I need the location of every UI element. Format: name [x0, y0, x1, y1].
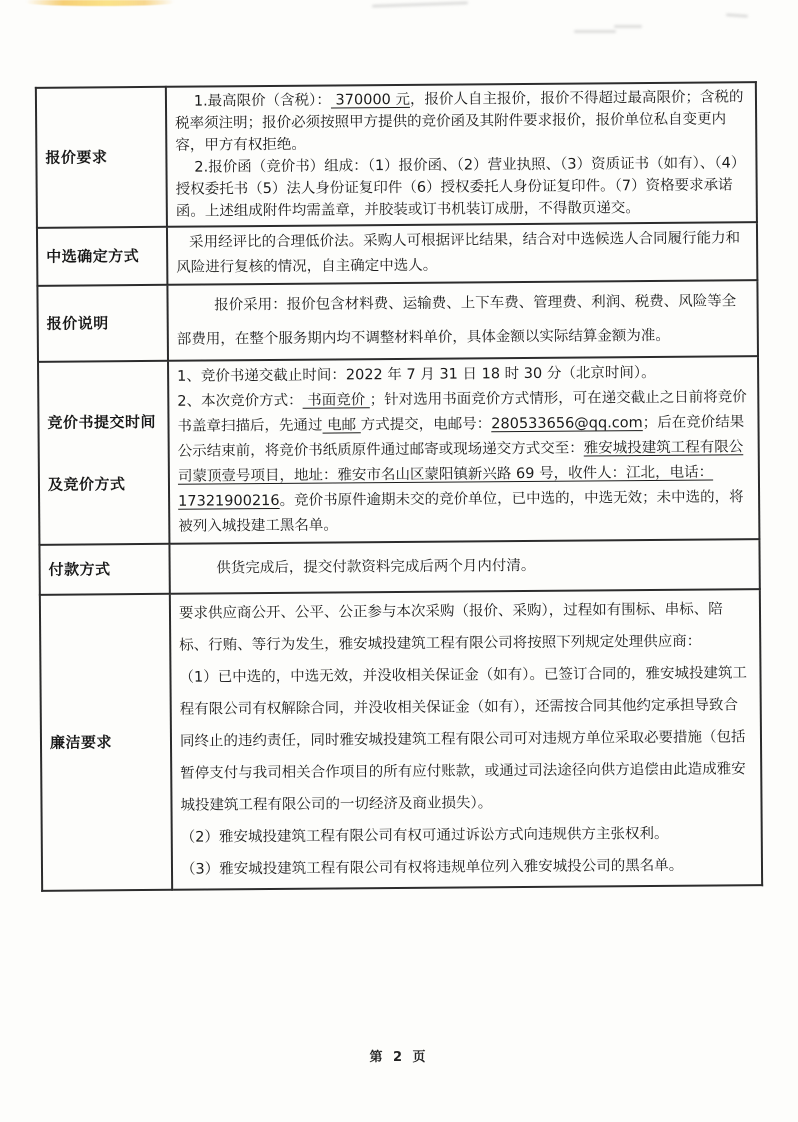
- bidding-terms-table: [35, 81, 763, 892]
- row-label-quotation-notes: [37, 285, 168, 362]
- table-row-integrity-requirements: [40, 589, 762, 891]
- terms-table: [35, 81, 763, 892]
- row-label-text-line1: 竞价书提交时间: [47, 412, 157, 432]
- row-label-quotation-requirements: [36, 87, 167, 228]
- text-run: 。竞价书原件逾期未交的竞价单位，已中选的，中选无效；未中选的，将被列入城投建工黑名单。: [178, 489, 744, 535]
- paragraph-integrity-clause-3: （3）雅安城投建筑工程有限公司有权将违规单位列入雅安城投公司的黑名单。: [180, 857, 684, 878]
- row-content-quotation-notes: [167, 280, 758, 361]
- row-label-text: 报价要求: [45, 148, 108, 167]
- scan-artifact-smudge: [614, 25, 642, 28]
- row-content-integrity-requirements: [170, 589, 762, 890]
- row-label-text: 中选确定方式: [46, 247, 140, 266]
- scan-artifact-smudge: [372, 1, 468, 7]
- scan-artifact-smudge: [574, 30, 616, 33]
- row-content-payment-method: [169, 539, 759, 594]
- row-label-text: 付款方式: [48, 560, 111, 579]
- paragraph-quotation-notes: 报价采用：报价包含材料费、运输费、上下车费、管理费、利润、税费、风险等全部费用，在整个服务期内均不调整材料单价，具体金额以实际结算金额为准。: [176, 293, 737, 348]
- paragraph-selection-method: 采用经评比的合理低价法。采购人可根据评比结果，结合对中选候选人合同履行能力和风险进行复核的情况，自主确定中选人。: [176, 230, 741, 276]
- scan-artifact-smudge: [726, 13, 748, 17]
- text-run: ；针对选用书面竞价方式情形，可在递交截止之日前将竞价书盖章扫描后，先通过: [177, 389, 747, 435]
- row-label-text: 廉洁要求: [49, 733, 113, 752]
- max-price-underlined-value: 370000 元: [330, 91, 411, 109]
- text-run: ；后在竞价结果公示结束前，将竞价书纸质原件通过邮寄或现场递交方式交至：: [177, 414, 745, 460]
- paragraph-integrity-intro: 要求供应商公开、公平、公正参与本次采购（报价、采购），过程如有围标、串标、陪标、行贿、等行为发生，雅安城投建筑工程有限公司将按照下列规定处理供应商：: [178, 601, 723, 654]
- row-content-selection-method: [167, 222, 757, 285]
- scan-artifact-yellow-streak: [26, 0, 174, 6]
- row-label-text-line2: 及竞价方式: [47, 474, 126, 494]
- row-label-submission-time: [38, 361, 169, 545]
- bidding-method-underlined-value: 书面竞价: [302, 392, 370, 409]
- table-row-quotation-notes: [37, 280, 758, 362]
- table-row-payment-method: [39, 539, 759, 595]
- text-run: 2、本次竞价方式：: [177, 392, 303, 410]
- table-row-submission-time-and-method: [38, 356, 759, 545]
- text-run: 1.最高限价（含税）：: [193, 92, 331, 110]
- paragraph-bid-composition: 2.报价函（竞价书）组成：（1）报价函、（2）营业执照、（3）资质证书（如有）、（4）授权委托书（5）法人身份证复印件（6）授权委托人身份证复印件。（7）资格要求承诺函。上述组成附件均需盖章，并胶装或订书机装订成册，不得散页递交。: [175, 155, 746, 220]
- row-label-integrity-requirements: [40, 594, 172, 891]
- delivery-address-underlined: 雅安城投建筑工程有限公司蒙顶壹号项目，地址：雅安市名山区蒙阳镇新兴路 69 号，收件人：江北，电话：17321900216: [177, 439, 744, 510]
- row-content-submission-time: [168, 356, 759, 544]
- paragraph-max-price: [175, 86, 748, 156]
- paragraph-deadline: 1、竞价书递交截止时间：2022 年 7 月 31 日 18 时 30 分（北京时间）。: [177, 364, 656, 385]
- row-content-quotation-requirements: [166, 82, 757, 227]
- row-label-selection-method: [37, 227, 167, 286]
- paragraph-payment-terms: 供货完成后，提交付款资料完成后两个月内付清。: [216, 557, 536, 577]
- email-address-underlined: 280533656@qq.com: [491, 415, 643, 433]
- paragraph-integrity-clause-2: （2）雅安城投建筑工程有限公司有权可通过诉讼方式向违规供方主张权利。: [180, 825, 669, 846]
- paragraph-integrity-clause-1: （1）已中选的，中选无效，并没收相关保证金（如有）。已签订合同的，雅安城投建筑工程有限公司有权解除合同，并没收相关保证金（如有），还需按合同其他约定承担导致合同终止的违约责任，同时雅安城投建筑工程有限公司可对违规方单位采取必要措施（包括暂停支付与我司相关合作项目的所有应付账款，或通过司法途径向供方追偿由此造成雅安城投建筑工程有限公司的一切经济及商业损失）。: [179, 665, 748, 814]
- paragraph-bidding-method: [177, 385, 750, 539]
- row-label-payment-method: [39, 544, 169, 595]
- page-number: 第 2 页: [369, 1050, 429, 1065]
- table-row-selection-method: [37, 222, 757, 286]
- text-run: ，报价人自主报价，报价不得超过最高限价；含税的税率须注明；报价必须按照甲方提供的竞价函及其附件要求报价，报价单位私自变更内容，甲方有权拒绝。: [175, 89, 744, 154]
- submit-channel-underlined-value: 电邮: [322, 417, 361, 434]
- table-row-quotation-requirements: [36, 82, 757, 228]
- text-run: 方式提交，电邮号：: [360, 416, 492, 434]
- row-label-text: 报价说明: [46, 314, 109, 333]
